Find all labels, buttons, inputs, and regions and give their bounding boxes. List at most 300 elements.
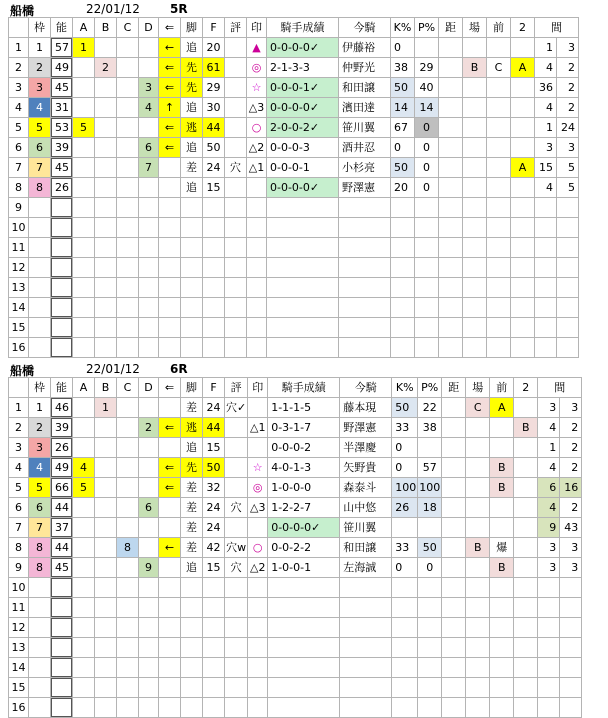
b-cell: 2 [95,58,117,78]
track-cell [466,638,490,658]
row-number-cell: 4 [9,458,29,478]
interval-1-cell [538,618,560,638]
c-cell [117,278,139,298]
a-cell [73,638,95,658]
arrow-cell: ⇐ [159,418,181,438]
a-cell [73,318,95,338]
jockey-record-cell: 0-0-0-0✓ [267,178,339,198]
c-cell [117,338,139,358]
track-cell [463,338,487,358]
interval-2-cell [560,578,582,598]
track-cell [463,258,487,278]
evaluation-cell [225,298,247,318]
track-cell [463,78,487,98]
d-cell: 6 [139,138,159,158]
two-cell [511,238,535,258]
table-row [9,298,579,318]
b-cell [95,298,117,318]
arrow-cell: ⇐ [159,458,181,478]
d-cell: 9 [139,558,159,578]
jockey-name-cell: 笹川翼 [339,118,391,138]
b-cell [95,478,117,498]
distance-cell [439,218,463,238]
style-cell: 追 [181,138,203,158]
prev-cell [490,638,514,658]
interval-2-cell [557,198,579,218]
evaluation-cell [225,258,247,278]
header-cell: 枠 [29,378,51,398]
k-pct-cell: 38 [391,58,415,78]
header-cell: 距 [439,18,463,38]
waku-cell [29,238,51,258]
distance-cell [442,478,466,498]
distance-cell [442,638,466,658]
arrow-cell [159,698,181,718]
f-value-cell: 42 [203,538,225,558]
arrow-cell: ⇐ [159,78,181,98]
a-cell [73,418,95,438]
ability-cell [51,578,73,598]
interval-1-cell: 3 [535,138,557,158]
evaluation-cell [225,638,248,658]
track-cell [466,598,490,618]
row-number-cell: 11 [9,238,29,258]
f-value-cell [203,298,225,318]
style-cell [181,198,203,218]
track-cell [466,658,490,678]
style-cell: 追 [181,178,203,198]
prev-cell [487,78,511,98]
mark-cell: ◎ [247,58,267,78]
header-cell: 評 [225,18,247,38]
k-pct-cell: 100 [392,478,418,498]
row-number-cell: 6 [9,138,29,158]
interval-2-cell [557,338,579,358]
mark-cell [248,638,268,658]
jockey-record-cell [268,618,340,638]
c-cell [117,118,139,138]
c-cell [117,438,139,458]
k-pct-cell: 67 [391,118,415,138]
interval-2-cell [560,618,582,638]
evaluation-cell [225,578,248,598]
evaluation-cell [225,58,247,78]
b-cell [95,618,117,638]
a-cell [73,678,95,698]
distance-cell [439,158,463,178]
p-pct-cell [418,518,442,538]
waku-cell [29,198,51,218]
waku-cell [29,318,51,338]
style-cell [181,278,203,298]
style-cell: 逃 [181,418,203,438]
style-cell [181,578,203,598]
mark-cell: △1 [248,418,268,438]
jockey-name-cell: 伊藤裕 [339,38,391,58]
ability-cell: 46 [51,398,73,418]
table-row [9,398,582,418]
evaluation-cell [225,178,247,198]
arrow-cell: ⇐ [159,118,181,138]
table-row [9,538,582,558]
header-cell: 今騎 [339,18,391,38]
two-cell [511,38,535,58]
track-cell [466,438,490,458]
waku-cell [29,578,51,598]
interval-2-cell: 2 [557,78,579,98]
k-pct-cell [392,598,418,618]
style-cell [181,618,203,638]
track-cell [466,418,490,438]
two-cell [514,438,538,458]
c-cell [117,318,139,338]
c-cell [117,58,139,78]
p-pct-cell: 0 [418,558,442,578]
d-cell: 6 [139,498,159,518]
jockey-name-cell [339,278,391,298]
prev-cell [487,258,511,278]
a-cell [73,198,95,218]
header-cell: 能 [51,18,73,38]
interval-2-cell [560,658,582,678]
interval-1-cell: 6 [538,478,560,498]
k-pct-cell: 0 [392,458,418,478]
interval-2-cell [557,238,579,258]
arrow-cell [159,178,181,198]
waku-cell: 1 [29,398,51,418]
k-pct-cell [392,638,418,658]
prev-cell [490,598,514,618]
interval-2-cell: 2 [560,458,582,478]
arrow-cell [159,438,181,458]
d-cell [139,398,159,418]
jockey-record-cell: 0-0-0-0✓ [268,518,340,538]
f-value-cell [203,598,225,618]
style-cell: 追 [181,98,203,118]
prev-cell [490,498,514,518]
p-pct-cell: 100 [418,478,442,498]
interval-2-cell: 3 [557,38,579,58]
style-cell: 差 [181,158,203,178]
f-value-cell: 32 [203,478,225,498]
header-cell: 間 [535,18,579,38]
b-cell [95,278,117,298]
arrow-cell: ⇐ [159,478,181,498]
evaluation-cell [225,658,248,678]
header-cell: K% [392,378,418,398]
waku-cell: 6 [29,138,51,158]
p-pct-cell: 0 [415,118,439,138]
d-cell [139,458,159,478]
d-cell [139,198,159,218]
p-pct-cell [415,198,439,218]
b-cell [95,38,117,58]
jockey-name-cell: 半澤慶 [340,438,392,458]
two-cell [514,478,538,498]
d-cell [139,618,159,638]
ability-cell [51,318,73,338]
b-cell [95,538,117,558]
f-value-cell: 30 [203,98,225,118]
b-cell [95,338,117,358]
d-cell [139,278,159,298]
b-cell [95,318,117,338]
ability-cell [51,278,73,298]
header-cell: C [117,378,139,398]
header-cell: A [73,18,95,38]
f-value-cell: 15 [203,178,225,198]
header-cell: 距 [442,378,466,398]
style-cell [181,698,203,718]
prev-cell [487,198,511,218]
distance-cell [442,598,466,618]
two-cell [514,658,538,678]
waku-cell: 1 [29,38,51,58]
header-cell-blank [9,378,29,398]
interval-1-cell [535,278,557,298]
jockey-name-cell [340,698,392,718]
style-cell [181,258,203,278]
ability-cell [51,678,73,698]
mark-cell [248,578,268,598]
two-cell [514,678,538,698]
evaluation-cell [225,218,247,238]
evaluation-cell [225,238,247,258]
f-value-cell [203,318,225,338]
f-value-cell [203,238,225,258]
jockey-record-cell: 2-1-3-3 [267,58,339,78]
p-pct-cell [415,38,439,58]
p-pct-cell [418,698,442,718]
two-cell [514,538,538,558]
k-pct-cell [391,238,415,258]
arrow-cell [159,338,181,358]
arrow-cell [159,158,181,178]
two-cell [514,698,538,718]
b-cell [95,158,117,178]
header-cell: 騎手成績 [268,378,340,398]
jockey-name-cell: 左海誠 [340,558,392,578]
f-value-cell [203,278,225,298]
waku-cell [29,678,51,698]
b-cell [95,78,117,98]
d-cell [139,698,159,718]
ability-cell [51,198,73,218]
evaluation-cell [225,678,248,698]
jockey-name-cell [340,638,392,658]
arrow-cell [159,398,181,418]
k-pct-cell: 33 [392,418,418,438]
two-cell: A [511,58,535,78]
k-pct-cell: 50 [392,398,418,418]
distance-cell [439,98,463,118]
table-row [9,58,579,78]
track-cell [463,158,487,178]
waku-cell [29,698,51,718]
jockey-record-cell: 0-0-0-2 [268,438,340,458]
distance-cell [442,578,466,598]
d-cell: 3 [139,78,159,98]
d-cell [139,578,159,598]
interval-2-cell [557,218,579,238]
header-cell: 前 [487,18,511,38]
interval-1-cell: 4 [535,178,557,198]
race-table [8,17,579,358]
interval-2-cell: 2 [557,98,579,118]
interval-1-cell: 3 [538,538,560,558]
two-cell [514,458,538,478]
prev-cell [487,218,511,238]
two-cell [514,498,538,518]
row-number-cell: 5 [9,118,29,138]
interval-2-cell: 16 [560,478,582,498]
mark-cell: △1 [247,158,267,178]
d-cell [139,518,159,538]
evaluation-cell: 穴w [225,538,248,558]
jockey-record-cell: 1-0-0-0 [268,478,340,498]
interval-2-cell [557,258,579,278]
arrow-cell [159,638,181,658]
track-cell [466,698,490,718]
f-value-cell [203,578,225,598]
two-cell [511,258,535,278]
mark-cell [248,438,268,458]
two-cell [511,118,535,138]
interval-2-cell [560,638,582,658]
track-cell [466,518,490,538]
date-label: 22/01/12 [86,2,140,16]
waku-cell: 2 [29,58,51,78]
k-pct-cell: 0 [391,38,415,58]
interval-2-cell [560,698,582,718]
evaluation-cell [225,338,247,358]
f-value-cell [203,338,225,358]
waku-cell [29,338,51,358]
d-cell [139,178,159,198]
p-pct-cell: 18 [418,498,442,518]
c-cell [117,178,139,198]
track-cell [463,38,487,58]
jockey-name-cell [339,218,391,238]
jockey-name-cell: 矢野貴 [340,458,392,478]
evaluation-cell: 穴 [225,558,248,578]
jockey-record-cell: 0-3-1-7 [268,418,340,438]
distance-cell [442,538,466,558]
a-cell [73,658,95,678]
table-row [9,618,582,638]
row-number-cell: 11 [9,598,29,618]
jockey-name-cell [339,258,391,278]
c-cell [117,598,139,618]
f-value-cell: 20 [203,38,225,58]
row-number-cell: 12 [9,258,29,278]
p-pct-cell [418,658,442,678]
evaluation-cell [225,118,247,138]
mark-cell [248,398,268,418]
interval-2-cell: 2 [560,438,582,458]
b-cell [95,198,117,218]
mark-cell [247,178,267,198]
header-cell: 印 [248,378,268,398]
jockey-name-cell: 小杉亮 [339,158,391,178]
waku-cell: 3 [29,438,51,458]
evaluation-cell [225,438,248,458]
table-row [9,498,582,518]
track-cell [466,478,490,498]
evaluation-cell: 穴 [225,498,248,518]
waku-cell [29,638,51,658]
race-block-5r [0,2,608,354]
jockey-name-cell [340,578,392,598]
header-cell: C [117,18,139,38]
race-table [8,377,582,718]
b-cell [95,438,117,458]
style-cell: 先 [181,78,203,98]
prev-cell: 爆 [490,538,514,558]
row-number-cell: 7 [9,518,29,538]
row-number-cell: 5 [9,478,29,498]
p-pct-cell [418,638,442,658]
p-pct-cell [415,278,439,298]
distance-cell [439,198,463,218]
b-cell [95,578,117,598]
header-cell: 脚 [181,18,203,38]
interval-2-cell: 3 [557,138,579,158]
date-label: 22/01/12 [86,362,140,376]
b-cell [95,238,117,258]
d-cell [139,658,159,678]
ability-cell: 45 [51,558,73,578]
b-cell [95,678,117,698]
track-cell: B [466,538,490,558]
interval-1-cell: 1 [535,38,557,58]
k-pct-cell [391,258,415,278]
a-cell [73,338,95,358]
header-cell: 2 [511,18,535,38]
distance-cell [439,138,463,158]
interval-2-cell [557,278,579,298]
d-cell [139,478,159,498]
header-cell: P% [418,378,442,398]
table-row [9,698,582,718]
track-cell: C [466,398,490,418]
interval-1-cell [538,658,560,678]
evaluation-cell [225,618,248,638]
d-cell: 2 [139,418,159,438]
track-cell [466,458,490,478]
p-pct-cell [415,338,439,358]
evaluation-cell [225,98,247,118]
interval-1-cell [535,318,557,338]
jockey-name-cell: 笹川翼 [340,518,392,538]
c-cell: 8 [117,538,139,558]
distance-cell [439,78,463,98]
jockey-name-cell: 酒井忍 [339,138,391,158]
f-value-cell: 61 [203,58,225,78]
c-cell [117,478,139,498]
evaluation-cell [225,38,247,58]
mark-cell: ○ [248,538,268,558]
jockey-record-cell [268,658,340,678]
prev-cell: C [487,58,511,78]
ability-cell [51,258,73,278]
evaluation-cell [225,318,247,338]
mark-cell [247,338,267,358]
interval-1-cell: 4 [535,98,557,118]
jockey-name-cell [340,678,392,698]
table-row [9,458,582,478]
arrow-cell: ← [159,38,181,58]
